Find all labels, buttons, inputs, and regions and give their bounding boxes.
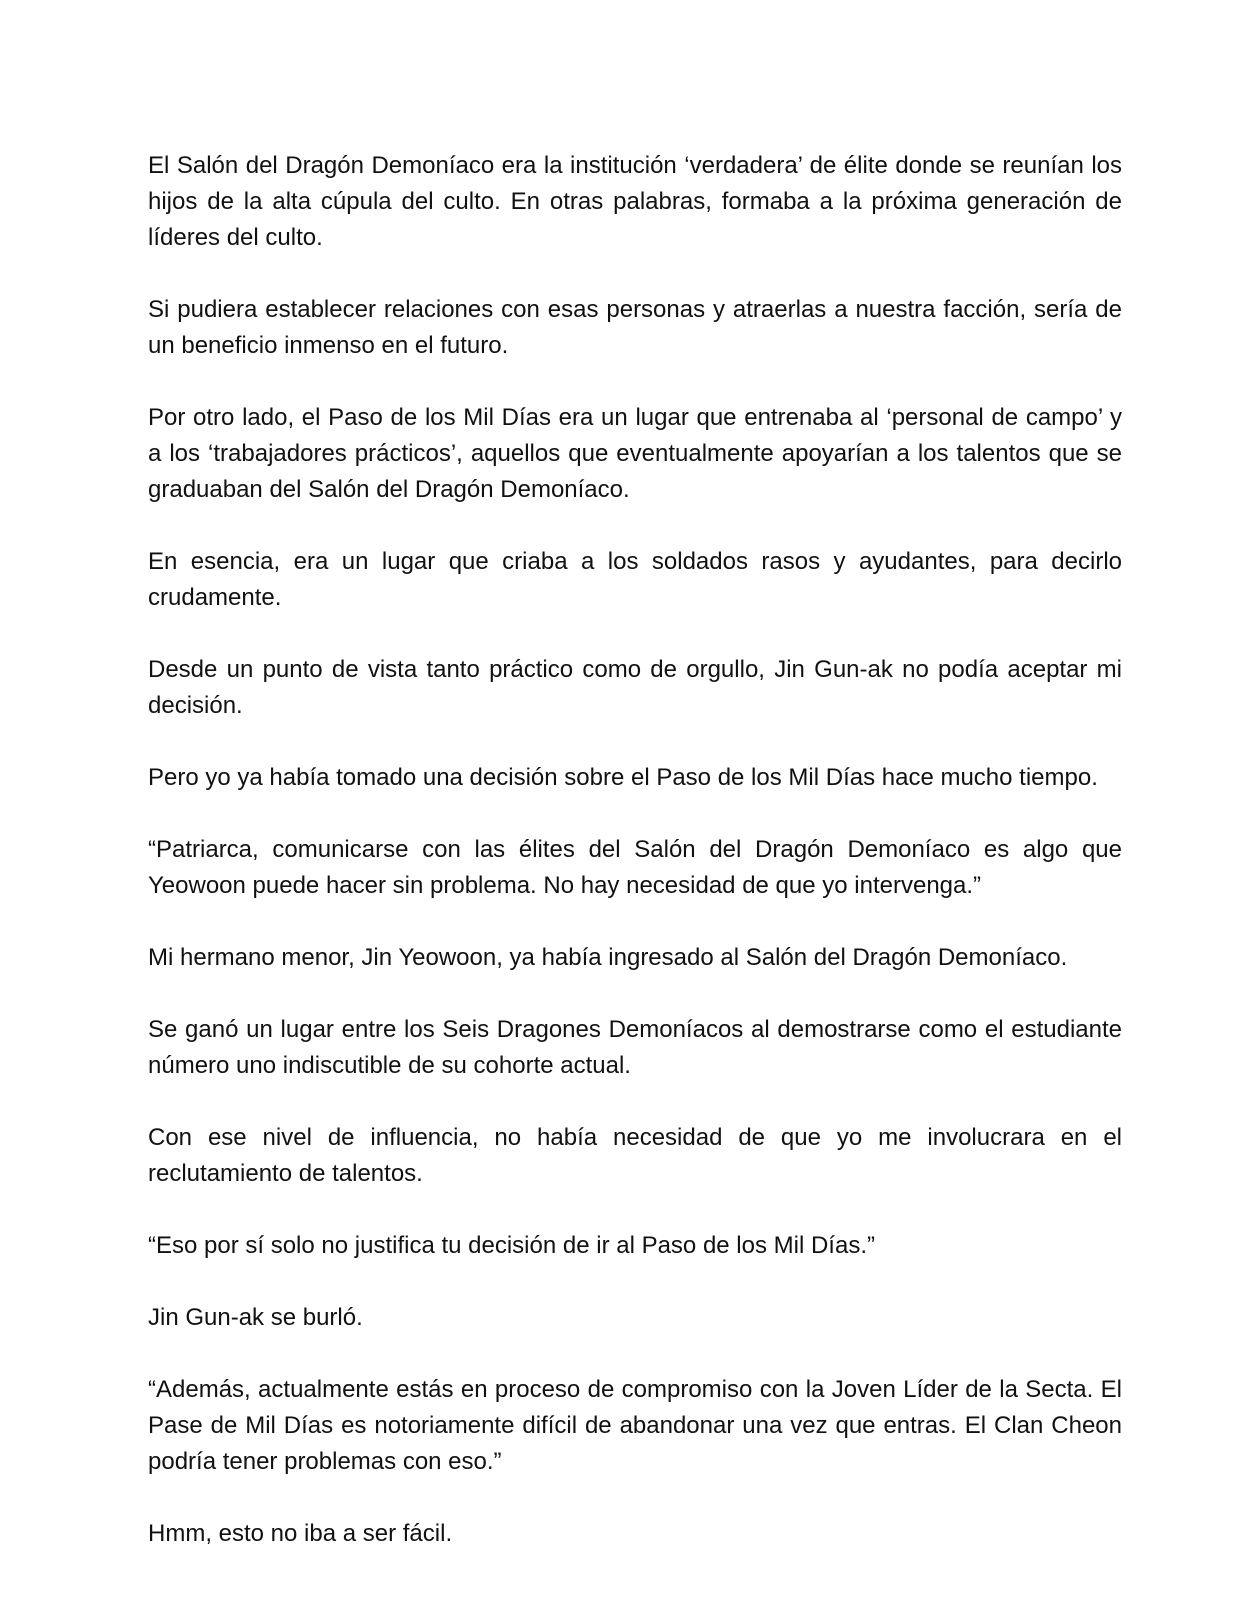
paragraph-7: “Patriarca, comunicarse con las élites del Salón del Dragón Demoníaco es algo que Yeowoon puede hacer sin problema. No hay necesidad de que yo intervenga.” bbox=[148, 836, 1122, 899]
paragraph-9: Se ganó un lugar entre los Seis Dragones Demoníacos al demostrarse como el estudiante número uno indiscutible de su cohorte actual. bbox=[148, 1016, 1122, 1079]
paragraph-10: Con ese nivel de influencia, no había necesidad de que yo me involucrara en el reclutamiento de talentos. bbox=[148, 1124, 1122, 1187]
paragraph-2: Si pudiera establecer relaciones con esas personas y atraerlas a nuestra facción, sería de un beneficio inmenso en el futuro. bbox=[148, 296, 1122, 359]
paragraph-5: Desde un punto de vista tanto práctico como de orgullo, Jin Gun-ak no podía aceptar mi decisión. bbox=[148, 656, 1122, 719]
paragraph-3: Por otro lado, el Paso de los Mil Días era un lugar que entrenaba al ‘personal de campo’ y a los ‘trabajadores prácticos’, aquellos que eventualmente apoyarían a los talentos que se graduaban del Salón del Dragón Demoníaco. bbox=[148, 404, 1122, 503]
paragraph-6: Pero yo ya había tomado una decisión sobre el Paso de los Mil Días hace mucho tiempo. bbox=[148, 764, 1098, 791]
paragraph-14: Hmm, esto no iba a ser fácil. bbox=[148, 1520, 453, 1547]
paragraph-8: Mi hermano menor, Jin Yeowoon, ya había ingresado al Salón del Dragón Demoníaco. bbox=[148, 944, 1068, 971]
document-page bbox=[148, 148, 1122, 1552]
paragraph-12: Jin Gun-ak se burló. bbox=[148, 1304, 363, 1331]
paragraph-13: “Además, actualmente estás en proceso de compromiso con la Joven Líder de la Secta. El Pase de Mil Días es notoriamente difícil de abandonar una vez que entras. El Clan Cheon podría tener problemas con eso.” bbox=[148, 1376, 1122, 1475]
paragraph-11: “Eso por sí solo no justifica tu decisión de ir al Paso de los Mil Días.” bbox=[148, 1232, 875, 1259]
paragraph-4: En esencia, era un lugar que criaba a los soldados rasos y ayudantes, para decirlo crudamente. bbox=[148, 548, 1122, 611]
paragraph-1: El Salón del Dragón Demoníaco era la institución ‘verdadera’ de élite donde se reunían los hijos de la alta cúpula del culto. En otras palabras, formaba a la próxima generación de líderes del culto. bbox=[148, 152, 1122, 251]
